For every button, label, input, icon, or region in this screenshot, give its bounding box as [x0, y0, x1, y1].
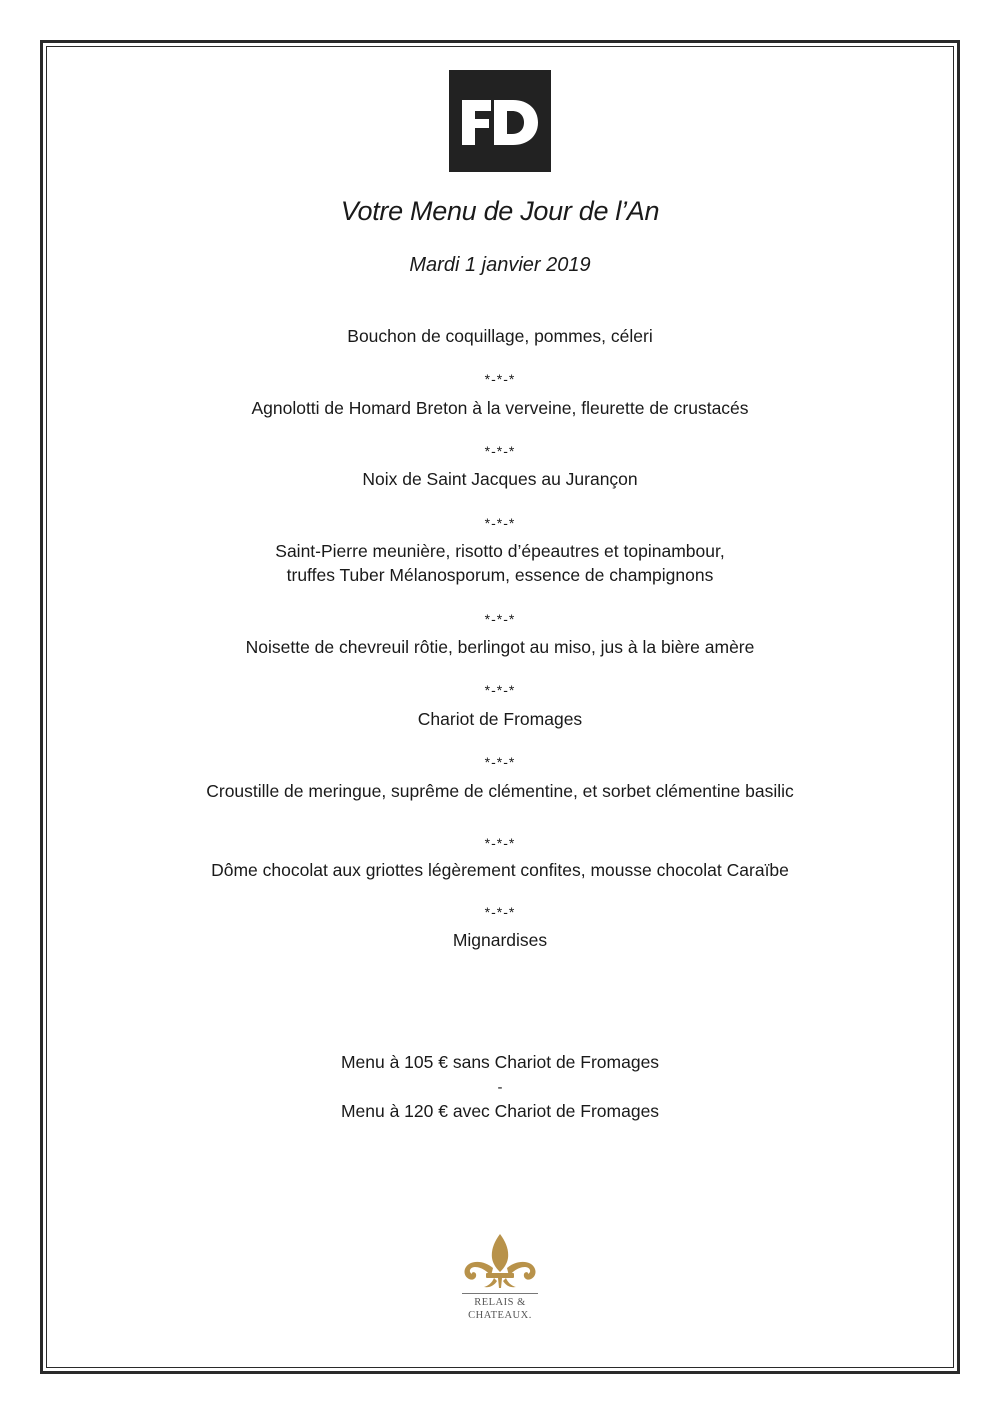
brand-rule-top: [462, 1293, 538, 1294]
course-item: Bouchon de coquillage, pommes, céleri: [347, 326, 653, 346]
course-separator: *-*-*: [484, 611, 516, 627]
course-item: Noisette de chevreuil rôtie, berlingot au miso, jus à la bière amère: [245, 637, 755, 657]
course-item: Mignardises: [452, 930, 548, 950]
course-item: Noix de Saint Jacques au Jurançon: [362, 469, 638, 489]
course-item: truffes Tuber Mélanosporum, essence de champignons: [286, 565, 714, 585]
course-item: Agnolotti de Homard Breton à la verveine, fleurette de crustacés: [251, 398, 749, 418]
price-option-without-cheese: Menu à 105 € sans Chariot de Fromages: [340, 1052, 660, 1072]
course-separator: *-*-*: [484, 371, 516, 387]
course-separator: *-*-*: [484, 904, 516, 920]
course-item: Chariot de Fromages: [417, 709, 583, 729]
course-separator: *-*-*: [484, 835, 516, 851]
course-separator: *-*-*: [484, 443, 516, 459]
price-option-with-cheese: Menu à 120 € avec Chariot de Fromages: [340, 1101, 660, 1121]
course-separator: *-*-*: [484, 682, 516, 698]
brand-line-1: RELAIS &: [474, 1297, 526, 1308]
fd-monogram-icon: [449, 70, 551, 172]
course-separator: *-*-*: [484, 515, 516, 531]
course-item: Croustille de meringue, suprême de clémentine, et sorbet clémentine basilic: [206, 781, 794, 801]
course-item: Dôme chocolat aux griottes légèrement confites, mousse chocolat Caraïbe: [211, 860, 789, 880]
menu-title: Votre Menu de Jour de l’An: [340, 196, 660, 226]
brand-line-2: CHATEAUX.: [468, 1310, 532, 1321]
course-item: Saint-Pierre meunière, risotto d’épeautres et topinambour,: [275, 541, 725, 561]
course-separator: *-*-*: [484, 754, 516, 770]
menu-date: Mardi 1 janvier 2019: [409, 254, 591, 276]
price-separator: -: [497, 1079, 503, 1096]
